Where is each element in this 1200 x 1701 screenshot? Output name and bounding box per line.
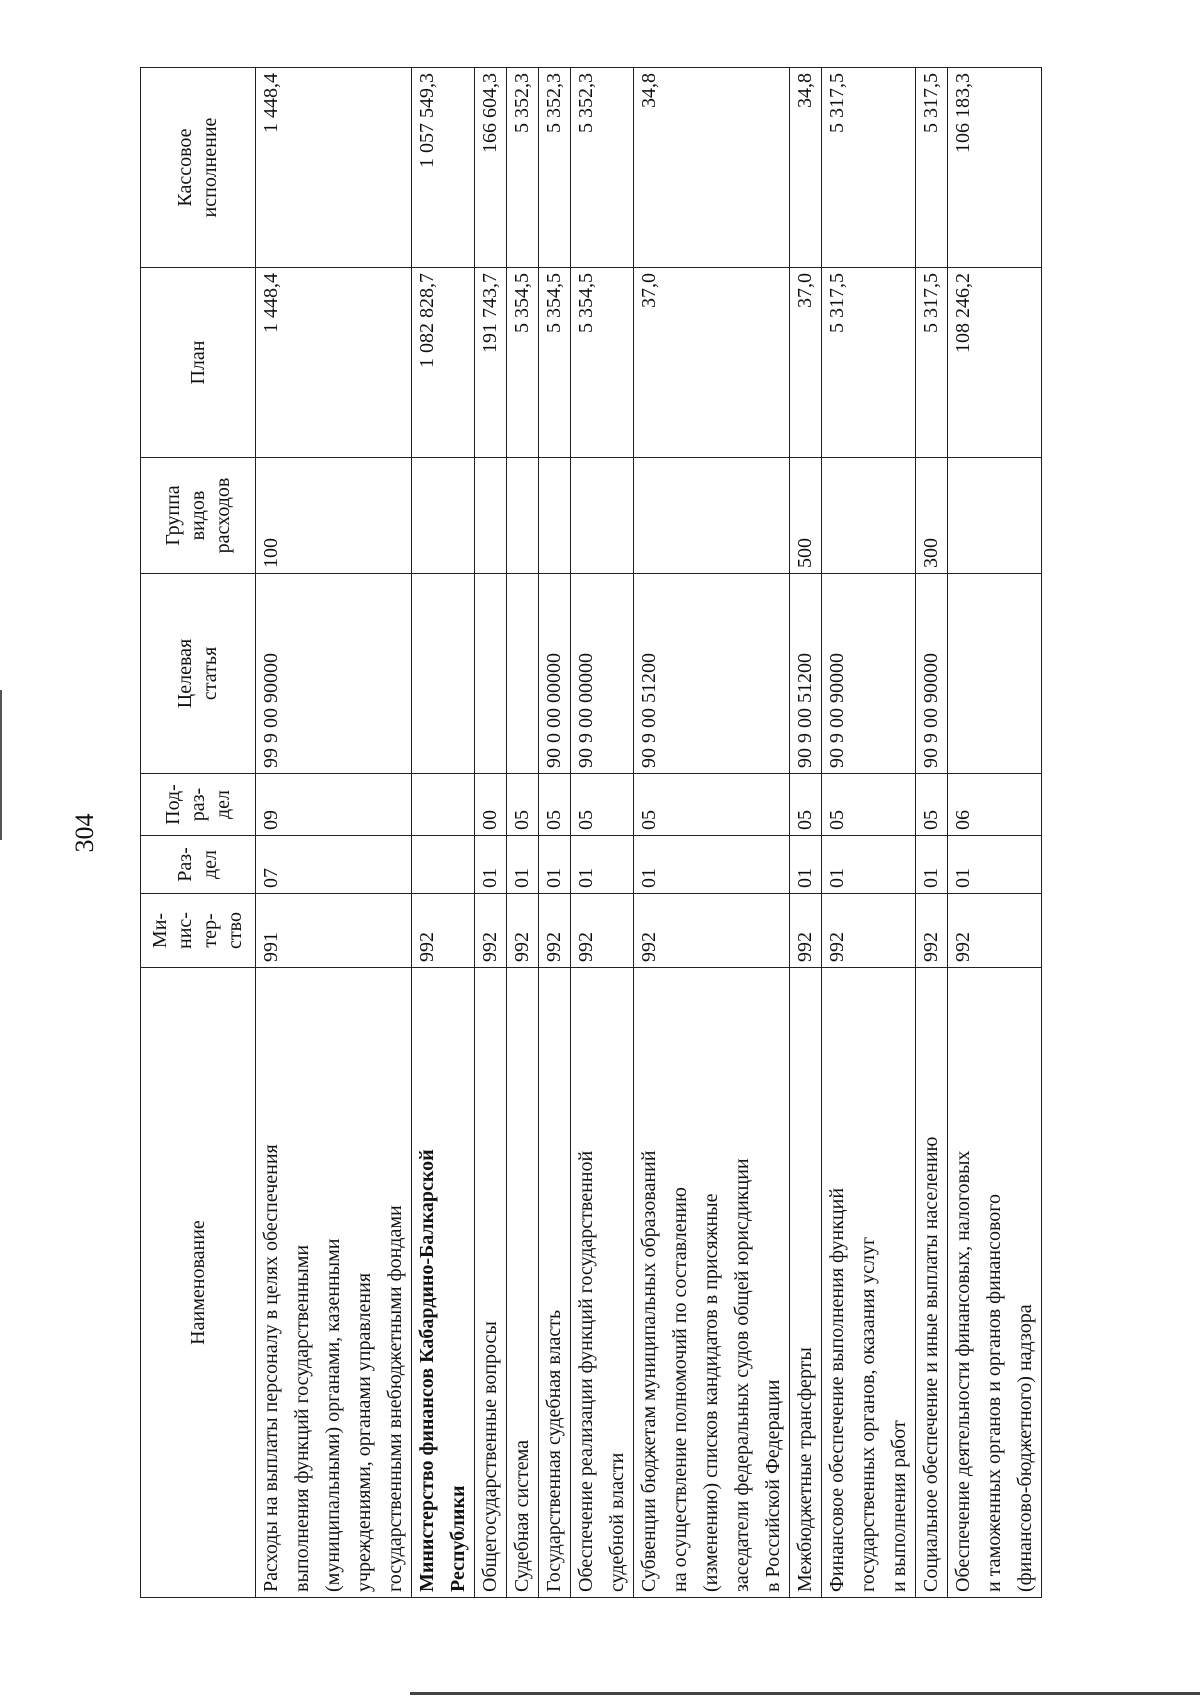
row-target bbox=[948, 574, 1042, 774]
row-target: 90 9 00 51200 bbox=[634, 574, 790, 774]
row-subsection: 05 bbox=[916, 774, 948, 836]
row-execution: 5 352,3 bbox=[539, 68, 571, 268]
page-number: 304 bbox=[70, 813, 99, 853]
row-subsection: 09 bbox=[256, 774, 412, 836]
row-subsection: 05 bbox=[790, 774, 822, 836]
row-target: 90 0 00 00000 bbox=[539, 574, 571, 774]
row-name-line: и таможенных органов и органов финансового bbox=[983, 1194, 1005, 1592]
table-row bbox=[507, 68, 539, 1598]
row-group bbox=[412, 458, 475, 574]
header-group: Группа видов расходов bbox=[141, 458, 256, 574]
row-plan: 1 082 828,7 bbox=[412, 268, 475, 458]
row-plan: 1 448,4 bbox=[256, 268, 412, 458]
row-name bbox=[475, 968, 507, 1598]
row-section: 01 bbox=[634, 836, 790, 894]
row-subsection: 06 bbox=[948, 774, 1042, 836]
row-name-line: учреждениями, органами управления bbox=[353, 1272, 375, 1592]
row-name-line: судебной власти bbox=[606, 1452, 628, 1592]
row-section: 01 bbox=[948, 836, 1042, 894]
row-ministry: 992 bbox=[507, 894, 539, 968]
row-name-line: Обеспечение деятельности финансовых, налоговых bbox=[952, 1150, 974, 1592]
table-row bbox=[539, 68, 571, 1598]
row-execution: 5 317,5 bbox=[822, 68, 916, 268]
row-section: 01 bbox=[790, 836, 822, 894]
row-name bbox=[507, 968, 539, 1598]
row-name-line: выполнения функций государственными bbox=[291, 1244, 313, 1592]
row-group bbox=[571, 458, 634, 574]
row-target bbox=[507, 574, 539, 774]
row-execution: 1 448,4 bbox=[256, 68, 412, 268]
row-name-line: Межбюджетные трансферты bbox=[794, 1347, 816, 1592]
row-name bbox=[948, 968, 1042, 1598]
row-subsection: 05 bbox=[634, 774, 790, 836]
row-section: 01 bbox=[475, 836, 507, 894]
row-ministry: 992 bbox=[539, 894, 571, 968]
row-target: 99 9 00 90000 bbox=[256, 574, 412, 774]
row-section bbox=[412, 836, 475, 894]
row-plan: 5 354,5 bbox=[507, 268, 539, 458]
header-plan: План bbox=[141, 268, 256, 458]
table-row bbox=[571, 68, 634, 1598]
table-row bbox=[822, 68, 916, 1598]
table-row bbox=[256, 68, 412, 1598]
table-row bbox=[475, 68, 507, 1598]
row-execution: 166 604,3 bbox=[475, 68, 507, 268]
table-row bbox=[412, 68, 475, 1598]
table-body bbox=[256, 68, 1042, 1598]
row-execution: 1 057 549,3 bbox=[412, 68, 475, 268]
table-header-row bbox=[141, 68, 256, 1598]
row-ministry: 992 bbox=[790, 894, 822, 968]
row-plan: 37,0 bbox=[790, 268, 822, 458]
row-name-line: Министерство финансов Кабардино-Балкарской bbox=[416, 1149, 438, 1592]
header-name: Наименование bbox=[141, 968, 256, 1598]
row-name bbox=[790, 968, 822, 1598]
row-section: 01 bbox=[916, 836, 948, 894]
row-target bbox=[412, 574, 475, 774]
scan-edge-mark bbox=[0, 690, 2, 840]
row-plan: 191 743,7 bbox=[475, 268, 507, 458]
header-section: Раз- дел bbox=[141, 836, 256, 894]
row-plan: 37,0 bbox=[634, 268, 790, 458]
row-name bbox=[571, 968, 634, 1598]
header-execution: Кассовое исполнение bbox=[141, 68, 256, 268]
row-target: 90 9 00 00000 bbox=[571, 574, 634, 774]
header-ministry: Ми- нис- тер- ство bbox=[141, 894, 256, 968]
row-execution: 5 352,3 bbox=[507, 68, 539, 268]
table-row bbox=[948, 68, 1042, 1598]
row-ministry: 992 bbox=[475, 894, 507, 968]
row-section: 07 bbox=[256, 836, 412, 894]
row-subsection bbox=[412, 774, 475, 836]
row-target: 90 9 00 90000 bbox=[916, 574, 948, 774]
row-group bbox=[475, 458, 507, 574]
row-target: 90 9 00 51200 bbox=[790, 574, 822, 774]
row-plan: 5 354,5 bbox=[571, 268, 634, 458]
row-name-line: Субвенции бюджетам муниципальных образований bbox=[638, 1150, 660, 1592]
table-row bbox=[634, 68, 790, 1598]
budget-table bbox=[140, 67, 1042, 1598]
row-name-line: Государственная судебная власть bbox=[543, 1309, 565, 1592]
row-ministry: 992 bbox=[571, 894, 634, 968]
row-ministry: 991 bbox=[256, 894, 412, 968]
row-plan: 5 317,5 bbox=[822, 268, 916, 458]
row-execution: 106 183,3 bbox=[948, 68, 1042, 268]
row-group: 100 bbox=[256, 458, 412, 574]
row-name bbox=[256, 968, 412, 1598]
row-execution: 34,8 bbox=[790, 68, 822, 268]
row-subsection: 05 bbox=[539, 774, 571, 836]
row-name-line: Финансовое обеспечение выполнения функций bbox=[826, 1187, 848, 1592]
header-subsection: Под- раз- дел bbox=[141, 774, 256, 836]
rotated-page bbox=[70, 68, 1055, 1598]
row-execution: 5 317,5 bbox=[916, 68, 948, 268]
row-subsection: 00 bbox=[475, 774, 507, 836]
row-section: 01 bbox=[539, 836, 571, 894]
row-name-line: на осуществление полномочий по составлению bbox=[669, 1187, 691, 1592]
row-subsection: 05 bbox=[507, 774, 539, 836]
scan-bottom-edge bbox=[410, 1692, 1200, 1695]
row-plan: 5 317,5 bbox=[916, 268, 948, 458]
row-name bbox=[539, 968, 571, 1598]
row-section: 01 bbox=[571, 836, 634, 894]
row-execution: 5 352,3 bbox=[571, 68, 634, 268]
row-ministry: 992 bbox=[412, 894, 475, 968]
row-name bbox=[412, 968, 475, 1598]
row-name-line: государственных органов, оказания услуг bbox=[857, 1236, 879, 1592]
table-row bbox=[790, 68, 822, 1598]
row-plan: 5 354,5 bbox=[539, 268, 571, 458]
row-name bbox=[634, 968, 790, 1598]
row-group bbox=[822, 458, 916, 574]
row-group bbox=[507, 458, 539, 574]
row-group bbox=[539, 458, 571, 574]
row-ministry: 992 bbox=[634, 894, 790, 968]
row-ministry: 992 bbox=[822, 894, 916, 968]
row-subsection: 05 bbox=[571, 774, 634, 836]
row-ministry: 992 bbox=[948, 894, 1042, 968]
row-group: 300 bbox=[916, 458, 948, 574]
row-name-line: Республики bbox=[447, 1485, 469, 1592]
row-group bbox=[634, 458, 790, 574]
row-ministry: 992 bbox=[916, 894, 948, 968]
row-name-line: государственными внебюджетными фондами bbox=[384, 1205, 406, 1592]
row-subsection: 05 bbox=[822, 774, 916, 836]
row-group bbox=[948, 458, 1042, 574]
table-row bbox=[916, 68, 948, 1598]
row-section: 01 bbox=[822, 836, 916, 894]
row-name-line: (изменению) списков кандидатов в присяжные bbox=[700, 1193, 722, 1592]
header-target: Целевая статья bbox=[141, 574, 256, 774]
row-name-line: (финансово-бюджетного) надзора bbox=[1014, 1304, 1036, 1592]
row-name bbox=[916, 968, 948, 1598]
row-plan: 108 246,2 bbox=[948, 268, 1042, 458]
row-name-line: Общегосударственные вопросы bbox=[479, 1321, 501, 1592]
row-target bbox=[475, 574, 507, 774]
row-name bbox=[822, 968, 916, 1598]
row-name-line: в Российской Федерации bbox=[762, 1379, 784, 1592]
row-name-line: Судебная система bbox=[511, 1439, 533, 1592]
row-name-line: заседатели федеральных судов общей юрисдикции bbox=[731, 1158, 753, 1592]
row-name-line: Обеспечение реализации функций государственной bbox=[575, 1150, 597, 1592]
row-name-line: Социальное обеспечение и иные выплаты населению bbox=[920, 1136, 942, 1592]
row-name-line: и выполнения работ bbox=[888, 1420, 910, 1592]
row-execution: 34,8 bbox=[634, 68, 790, 268]
row-group: 500 bbox=[790, 458, 822, 574]
row-name-line: Расходы на выплаты персоналу в целях обеспечения bbox=[260, 1144, 282, 1592]
row-target: 90 9 00 90000 bbox=[822, 574, 916, 774]
row-section: 01 bbox=[507, 836, 539, 894]
row-name-line: (муниципальными) органами, казенными bbox=[322, 1238, 344, 1592]
